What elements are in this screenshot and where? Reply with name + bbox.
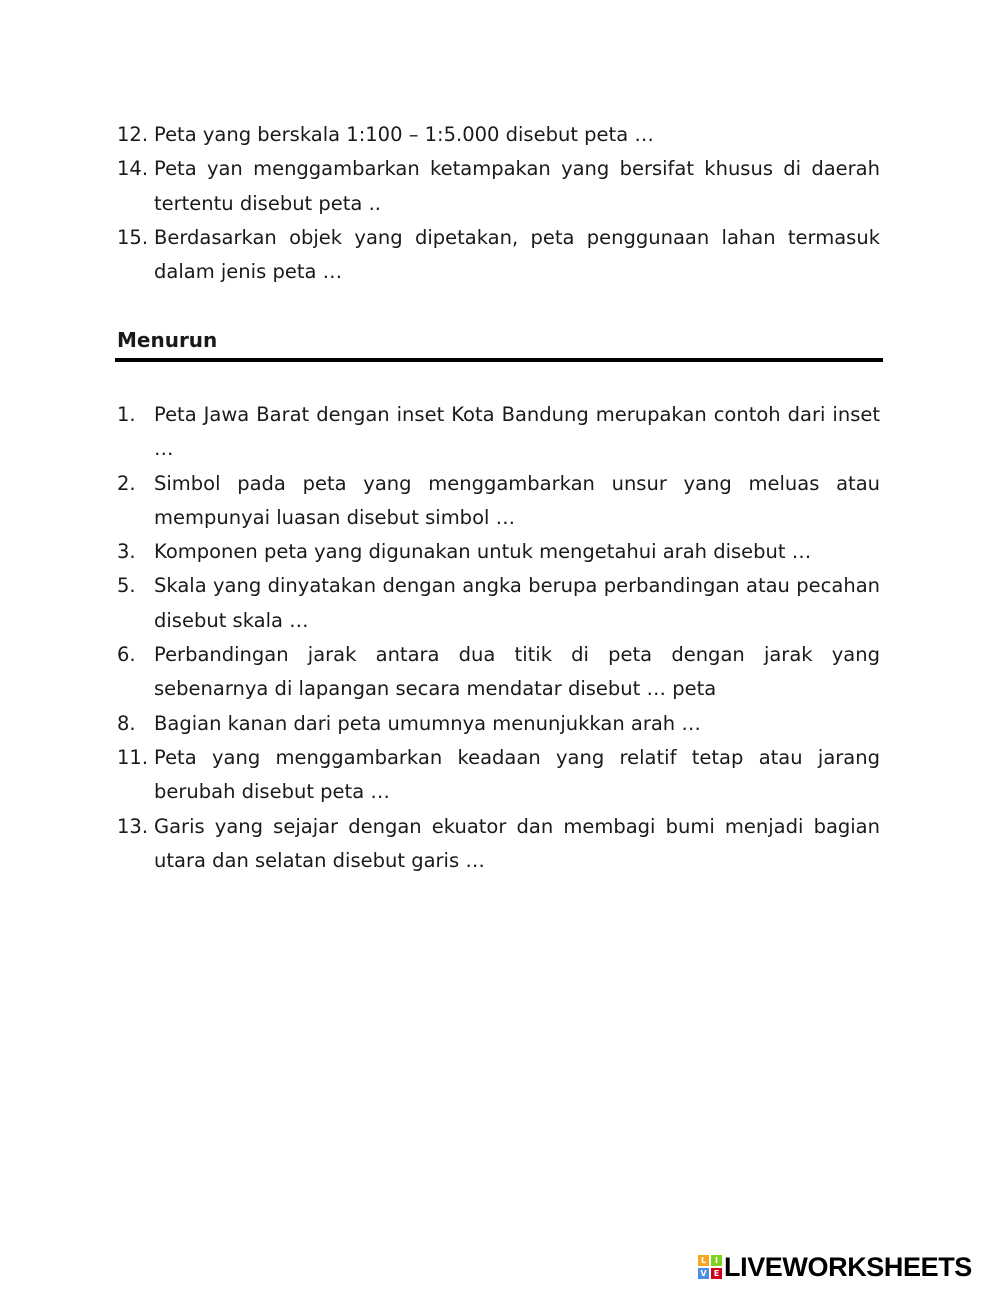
logo-cell-l: L bbox=[698, 1255, 709, 1266]
question-item bbox=[117, 638, 880, 707]
question-text: Garis yang sejajar dengan ekuator dan membagi bumi menjadi bagian utara dan selatan disebut garis … bbox=[154, 814, 880, 872]
question-number: 3. bbox=[117, 540, 136, 564]
question-number: 1. bbox=[117, 403, 136, 426]
question-text: Peta yan menggambarkan ketampakan yang bersifat khusus di daerah tertentu disebut peta .. bbox=[154, 157, 880, 215]
logo-mark-icon bbox=[698, 1255, 722, 1279]
question-item bbox=[117, 221, 880, 290]
question-text: Peta Jawa Barat dengan inset Kota Bandung merupakan contoh dari inset … bbox=[154, 403, 880, 461]
question-text: Peta yang berskala 1:100 – 1:5.000 disebut peta … bbox=[154, 123, 654, 146]
question-list-mendatar bbox=[117, 118, 880, 289]
question-number: 12. bbox=[117, 123, 149, 146]
logo-text: LIVEWORKSHEETS bbox=[724, 1251, 972, 1282]
question-number: 15. bbox=[117, 225, 149, 249]
question-item bbox=[117, 398, 880, 467]
question-item bbox=[117, 741, 880, 810]
question-item bbox=[117, 535, 880, 569]
question-item bbox=[117, 152, 880, 221]
question-text: Peta yang menggambarkan keadaan yang relatif tetap atau jarang berubah disebut peta … bbox=[154, 745, 880, 804]
question-number: 8. bbox=[117, 711, 136, 735]
question-item bbox=[117, 118, 880, 152]
liveworksheets-logo[interactable] bbox=[698, 1252, 972, 1282]
question-number: 5. bbox=[117, 574, 136, 598]
question-number: 2. bbox=[117, 471, 136, 495]
logo-cell-i: I bbox=[711, 1255, 722, 1266]
question-text: Bagian kanan dari peta umumnya menunjukkan arah … bbox=[154, 711, 701, 735]
question-item bbox=[117, 707, 880, 741]
question-item bbox=[117, 810, 880, 879]
question-number: 6. bbox=[117, 643, 136, 667]
question-text: Simbol pada peta yang menggambarkan unsur yang meluas atau mempunyai luasan disebut simbol … bbox=[154, 471, 880, 529]
question-number: 11. bbox=[117, 745, 149, 769]
logo-cell-v: V bbox=[698, 1268, 709, 1279]
question-item bbox=[117, 569, 880, 638]
question-number: 14. bbox=[117, 157, 149, 181]
question-text: Skala yang dinyatakan dengan angka berupa perbandingan atau pecahan disebut skala … bbox=[154, 574, 880, 632]
question-item bbox=[117, 467, 880, 536]
question-number: 13. bbox=[117, 814, 149, 838]
logo-cell-e: E bbox=[711, 1268, 722, 1279]
question-text: Perbandingan jarak antara dua titik di peta dengan jarak yang sebenarnya di lapangan secara mendatar disebut … peta bbox=[154, 643, 880, 701]
question-text: Berdasarkan objek yang dipetakan, peta penggunaan lahan termasuk dalam jenis peta … bbox=[154, 225, 880, 284]
section-heading: Menurun bbox=[117, 328, 218, 352]
question-list-menurun bbox=[117, 398, 880, 878]
section-divider bbox=[115, 358, 883, 362]
question-text: Komponen peta yang digunakan untuk mengetahui arah disebut … bbox=[154, 540, 812, 564]
